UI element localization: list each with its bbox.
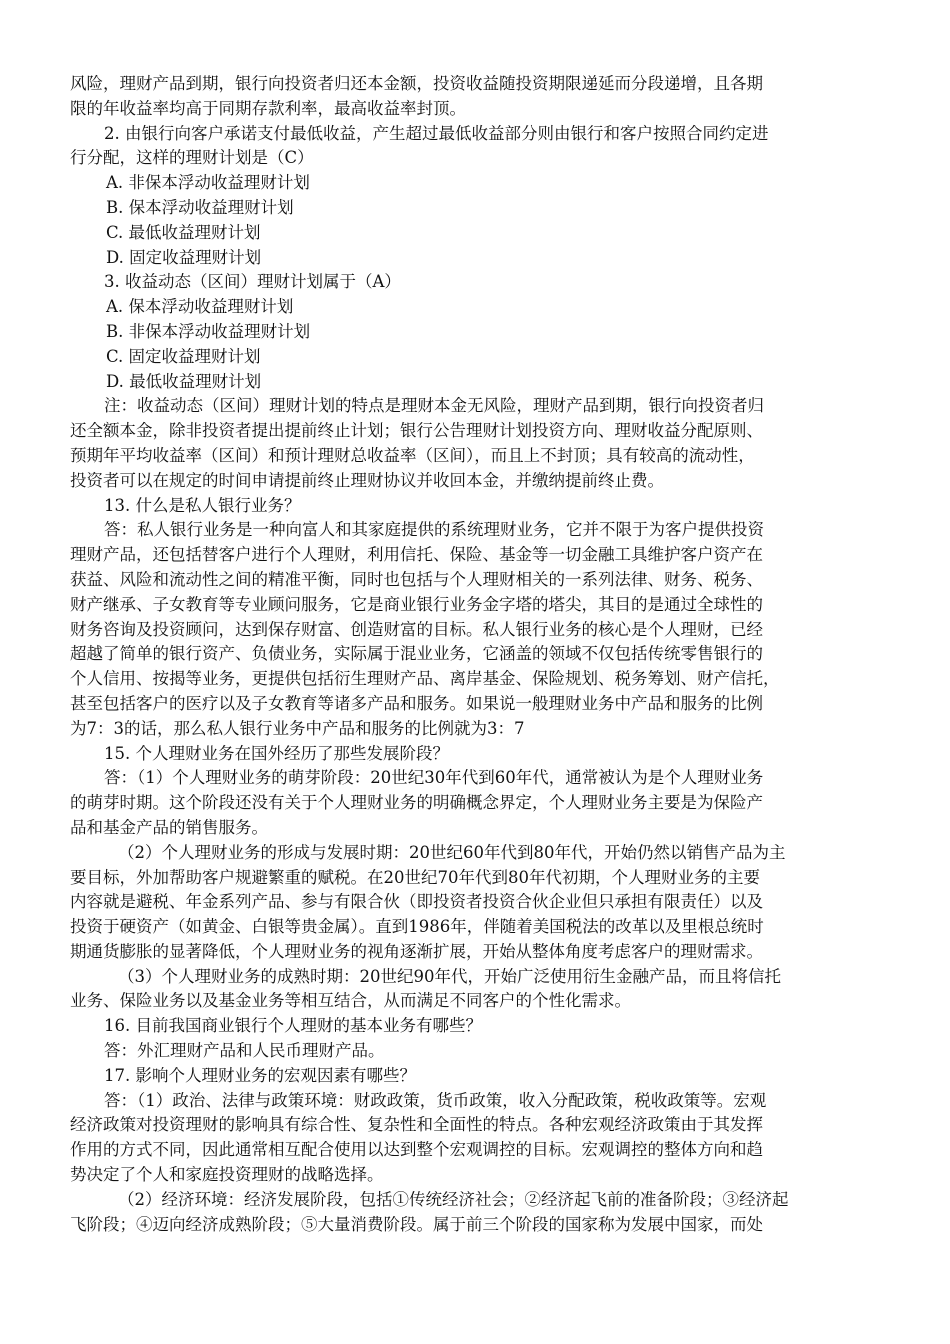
text-line: 期通货膨胀的显著降低，个人理财业务的视角逐渐扩展，开始从整体角度考虑客户的理财需求。 — [70, 941, 763, 961]
text-line: 还全额本金，除非投资者提出提前终止计划；银行公告理财计划投资方向、理财收益分配原则、 — [70, 421, 763, 441]
text-line: 17. 影响个人理财业务的宏观因素有哪些？ — [104, 1065, 416, 1085]
text-line: 行分配，这样的理财计划是（C） — [70, 148, 314, 168]
text-line: 业务、保险业务以及基金业务等相互结合，从而满足不同客户的个性化需求。 — [70, 991, 631, 1011]
text-line: 内容就是避税、年金系列产品、参与有限合伙（即投资者投资合伙企业但只承担有限责任）以及 — [70, 892, 763, 912]
text-line: 答：（1）政治、法律与政策环境：财政政策，货币政策，收入分配政策，税收政策等。宏观 — [104, 1090, 767, 1110]
text-line: （2）个人理财业务的形成与发展时期：20世纪60年代到80年代，开始仍然以销售产品为主 — [118, 842, 786, 862]
text-line: 作用的方式不同，因此通常相互配合使用以达到整个宏观调控的目标。宏观调控的整体方向和趋 — [70, 1140, 763, 1160]
text-line: 2. 由银行向客户承诺支付最低收益，产生超过最低收益部分则由银行和客户按照合同约定进 — [104, 123, 769, 143]
text-line: 投资于硬资产（如黄金、白银等贵金属）。直到1986年，伴随着美国税法的改革以及里根总统时 — [70, 917, 764, 937]
text-line: A. 非保本浮动收益理财计划 — [106, 173, 310, 193]
text-line: 财产继承、子女教育等专业顾问服务，它是商业银行业务金字塔的塔尖，其目的是通过全球性的 — [70, 594, 763, 614]
text-line: （3）个人理财业务的成熟时期：20世纪90年代，开始广泛使用衍生金融产品，而且将信托 — [118, 966, 781, 986]
text-line: 答：（1）个人理财业务的萌芽阶段：20世纪30年代到60年代，通常被认为是个人理财业务 — [104, 768, 764, 788]
text-line: 注：收益动态（区间）理财计划的特点是理财本金无风险，理财产品到期，银行向投资者归 — [104, 396, 764, 416]
text-line: 势决定了个人和家庭投资理财的战略选择。 — [70, 1165, 384, 1185]
text-line: 要目标，外加帮助客户规避繁重的赋税。在20世纪70年代到80年代初期，个人理财业务的主要 — [70, 867, 760, 887]
text-line: C. 最低收益理财计划 — [106, 222, 261, 242]
text-line: A. 保本浮动收益理财计划 — [106, 297, 294, 317]
text-line: 甚至包括客户的医疗以及子女教育等诸多产品和服务。如果说一般理财业务中产品和服务的比例 — [70, 693, 763, 713]
text-line: 投资者可以在规定的时间申请提前终止理财协议并收回本金，并缴纳提前终止费。 — [70, 470, 664, 490]
text-line: 理财产品，还包括替客户进行个人理财，利用信托、保险、基金等一切金融工具维护客户资产在 — [70, 545, 763, 565]
text-line: 为7：3的话，那么私人银行业务中产品和服务的比例就为3：7 — [70, 718, 525, 738]
text-line: 的萌芽时期。这个阶段还没有关于个人理财业务的明确概念界定，个人理财业务主要是为保险产 — [70, 793, 763, 813]
text-line: 答：外汇理财产品和人民币理财产品。 — [104, 1041, 385, 1061]
text-line: 超越了简单的银行资产、负债业务，实际属于混业业务，它涵盖的领域不仅包括传统零售银行的 — [70, 644, 763, 664]
text-line: C. 固定收益理财计划 — [106, 346, 261, 366]
text-line: D. 固定收益理财计划 — [106, 247, 262, 267]
text-line: 个人信用、按揭等业务，更提供包括衍生理财产品、离岸基金、保险规划、税务筹划、财产信托， — [70, 669, 780, 689]
text-line: 飞阶段；④迈向经济成熟阶段；⑤大量消费阶段。属于前三个阶段的国家称为发展中国家，而处 — [70, 1214, 763, 1234]
text-line: 财务咨询及投资顾问，达到保存财富、创造财富的目标。私人银行业务的核心是个人理财，已经 — [70, 619, 763, 639]
text-line: 经济政策对投资理财的影响具有综合性、复杂性和全面性的特点。各种宏观经济政策由于其发挥 — [70, 1115, 763, 1135]
text-line: 风险，理财产品到期，银行向投资者归还本金额，投资收益随投资期限递延而分段递增，且各期 — [70, 74, 763, 93]
text-line: 13. 什么是私人银行业务？ — [104, 495, 301, 515]
text-line: 答：私人银行业务是一种向富人和其家庭提供的系统理财业务，它并不限于为客户提供投资 — [104, 520, 764, 540]
text-line: 限的年收益率均高于同期存款利率，最高收益率封顶。 — [70, 98, 466, 118]
text-line: （2）经济环境：经济发展阶段，包括①传统经济社会；②经济起飞前的准备阶段；③经济起 — [118, 1189, 789, 1209]
text-line: 获益、风险和流动性之间的精准平衡，同时也包括与个人理财相关的一系列法律、财务、税务、 — [70, 569, 763, 589]
text-line: 15. 个人理财业务在国外经历了那些发展阶段？ — [104, 743, 449, 763]
text-line: D. 最低收益理财计划 — [106, 371, 262, 391]
text-line: B. 保本浮动收益理财计划 — [106, 197, 294, 217]
text-line: 16. 目前我国商业银行个人理财的基本业务有哪些？ — [104, 1016, 482, 1036]
text-line: 3. 收益动态（区间）理财计划属于（A） — [104, 272, 401, 292]
text-line: 品和基金产品的销售服务。 — [70, 817, 268, 837]
text-line: 预期年平均收益率（区间）和预计理财总收益率（区间），而且上不封顶；具有较高的流动性， — [70, 445, 755, 465]
text-line: B. 非保本浮动收益理财计划 — [106, 321, 311, 341]
